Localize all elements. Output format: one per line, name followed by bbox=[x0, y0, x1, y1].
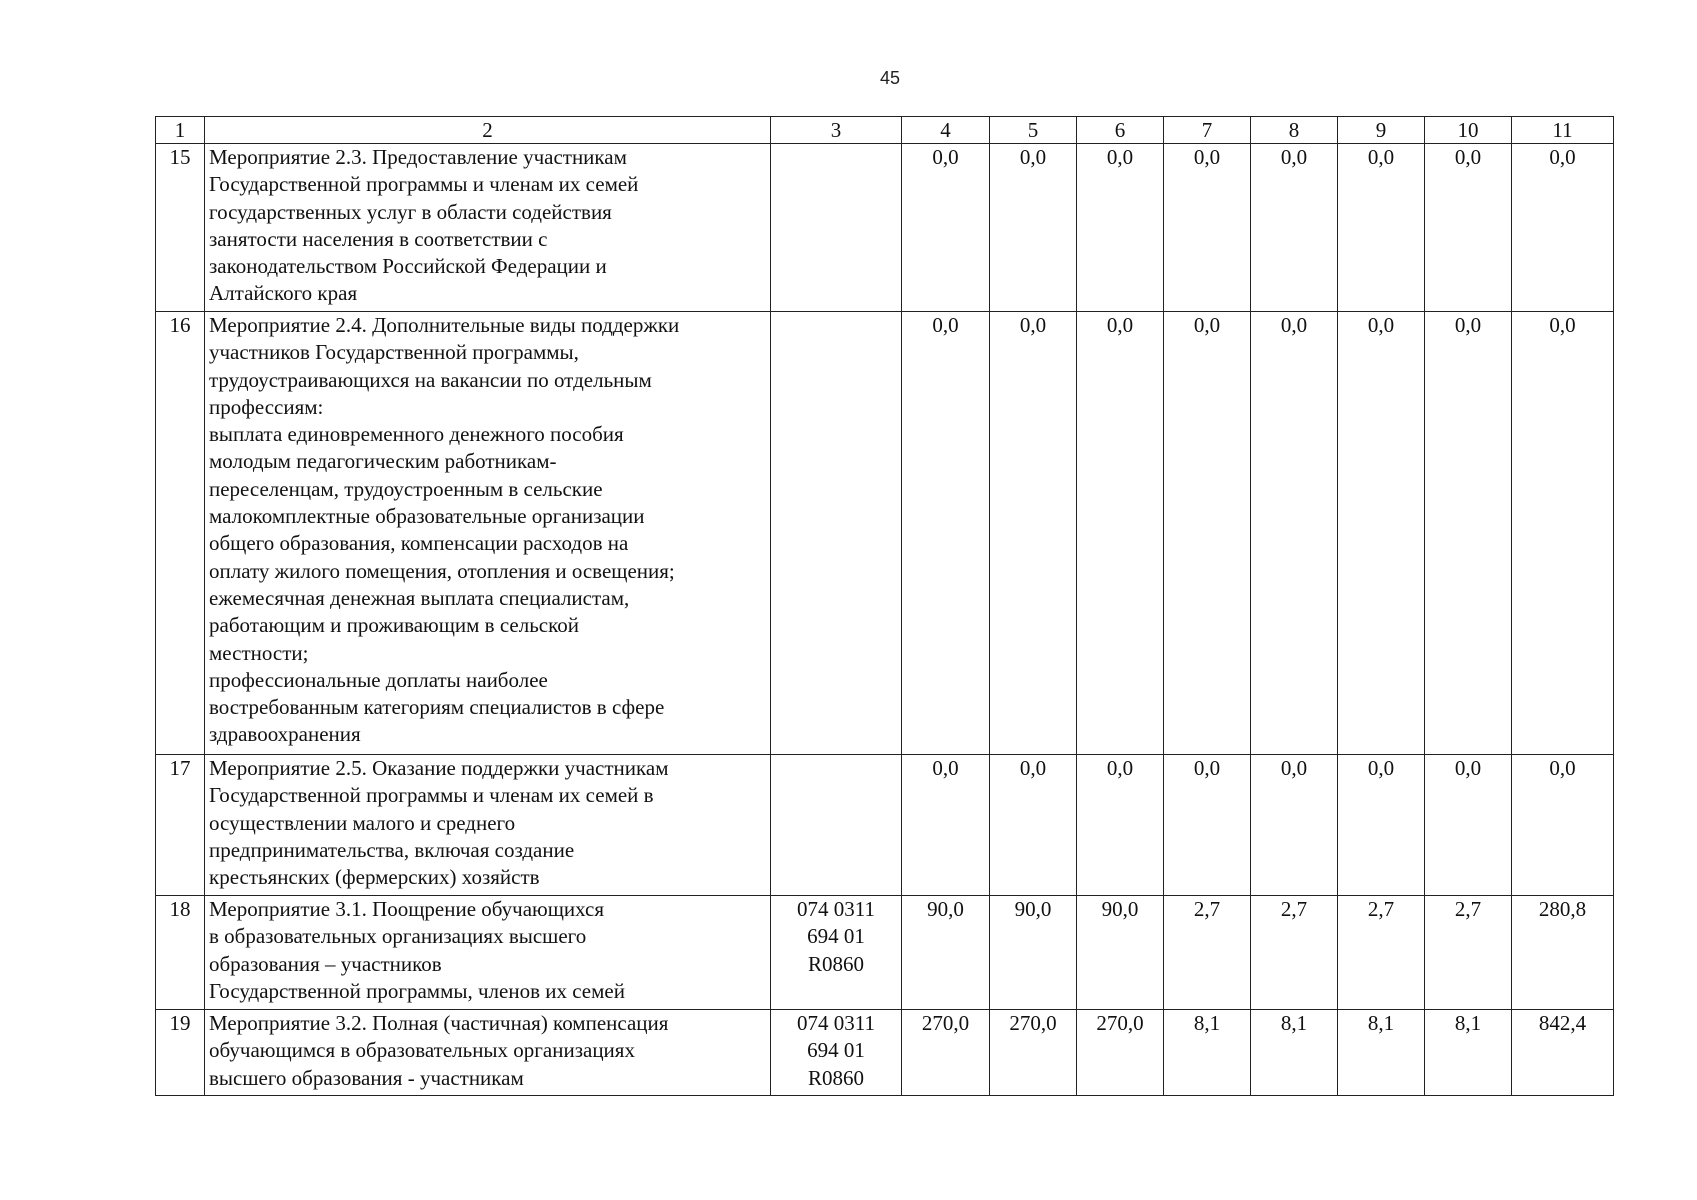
value-cell: 0,0 bbox=[1251, 312, 1338, 755]
table-row bbox=[156, 312, 1614, 755]
budget-table bbox=[155, 116, 1614, 1096]
description-line: выплата единовременного денежного пособия bbox=[209, 422, 624, 447]
description-line: Мероприятие 2.5. Оказание поддержки участникам bbox=[209, 756, 669, 780]
column-header: 10 bbox=[1425, 117, 1512, 144]
row-number: 19 bbox=[156, 1010, 205, 1096]
value-cell: 0,0 bbox=[1338, 312, 1425, 755]
description-line: Алтайского края bbox=[209, 281, 358, 306]
description-line: малокомплектные образовательные организации bbox=[209, 504, 645, 529]
value-cell: 842,4 bbox=[1512, 1010, 1614, 1096]
value-cell: 270,0 bbox=[990, 1010, 1077, 1096]
description-line: Мероприятие 3.1. Поощрение обучающихся bbox=[209, 897, 605, 921]
description-line: молодым педагогическим работникам- bbox=[209, 449, 557, 474]
value-cell: 270,0 bbox=[902, 1010, 990, 1096]
value-cell: 90,0 bbox=[902, 896, 990, 1010]
value-cell: 2,7 bbox=[1338, 896, 1425, 1010]
description-line: обучающимся в образовательных организациях bbox=[209, 1038, 635, 1063]
value-cell: 0,0 bbox=[902, 755, 990, 896]
description-line: трудоустраивающихся на вакансии по отдельным bbox=[209, 367, 652, 392]
description-line: общего образования, компенсации расходов на bbox=[209, 531, 629, 556]
measure-description bbox=[205, 1010, 771, 1096]
description-line: Государственной программы и членам их семей bbox=[209, 172, 639, 197]
description-line: Государственной программы и членам их семей в bbox=[209, 783, 654, 808]
column-header: 1 bbox=[156, 117, 205, 144]
budget-code-line: 074 0311 bbox=[797, 1011, 875, 1035]
description-line: занятости населения в соответствии с bbox=[209, 226, 548, 251]
table-row bbox=[156, 144, 1614, 312]
value-cell: 0,0 bbox=[990, 312, 1077, 755]
value-cell: 0,0 bbox=[1512, 755, 1614, 896]
row-number: 18 bbox=[156, 896, 205, 1010]
value-cell: 2,7 bbox=[1164, 896, 1251, 1010]
value-cell: 0,0 bbox=[1164, 312, 1251, 755]
value-cell: 0,0 bbox=[1164, 144, 1251, 312]
table-header-row bbox=[156, 117, 1614, 144]
budget-code bbox=[771, 144, 902, 312]
description-line: осуществлении малого и среднего bbox=[209, 810, 516, 835]
value-cell: 8,1 bbox=[1425, 1010, 1512, 1096]
budget-code-line: 694 01 bbox=[807, 924, 865, 949]
value-cell: 0,0 bbox=[1425, 144, 1512, 312]
budget-code-line: 074 0311 bbox=[797, 897, 875, 921]
value-cell: 0,0 bbox=[1077, 312, 1164, 755]
column-header: 5 bbox=[990, 117, 1077, 144]
description-line: предпринимательства, включая создание bbox=[209, 837, 575, 862]
value-cell: 0,0 bbox=[1425, 755, 1512, 896]
budget-code-line: R0860 bbox=[807, 1065, 864, 1090]
value-cell: 0,0 bbox=[1164, 755, 1251, 896]
value-cell: 0,0 bbox=[1077, 755, 1164, 896]
description-line: в образовательных организациях высшего bbox=[209, 924, 587, 949]
value-cell: 0,0 bbox=[1512, 144, 1614, 312]
value-cell: 8,1 bbox=[1251, 1010, 1338, 1096]
description-line: здравоохранения bbox=[209, 722, 361, 747]
value-cell: 8,1 bbox=[1338, 1010, 1425, 1096]
value-cell: 0,0 bbox=[1338, 755, 1425, 896]
column-header: 11 bbox=[1512, 117, 1614, 144]
table-row bbox=[156, 1010, 1614, 1096]
page-number: 45 bbox=[879, 68, 901, 88]
description-line: государственных услуг в области содействия bbox=[209, 199, 612, 224]
column-header: 6 bbox=[1077, 117, 1164, 144]
measure-description bbox=[205, 755, 771, 896]
value-cell: 280,8 bbox=[1512, 896, 1614, 1010]
value-cell: 0,0 bbox=[902, 144, 990, 312]
row-number: 15 bbox=[156, 144, 205, 312]
value-cell: 0,0 bbox=[1338, 144, 1425, 312]
budget-code bbox=[771, 312, 902, 755]
value-cell: 0,0 bbox=[990, 144, 1077, 312]
row-number: 17 bbox=[156, 755, 205, 896]
value-cell: 0,0 bbox=[990, 755, 1077, 896]
value-cell: 0,0 bbox=[902, 312, 990, 755]
description-line: переселенцам, трудоустроенным в сельские bbox=[209, 476, 603, 501]
column-header: 8 bbox=[1251, 117, 1338, 144]
measure-description bbox=[205, 144, 771, 312]
description-line: профессиональные доплаты наиболее bbox=[209, 667, 548, 692]
description-line: Государственной программы, членов их семей bbox=[209, 978, 625, 1003]
row-number: 16 bbox=[156, 312, 205, 755]
description-line: Мероприятие 2.4. Дополнительные виды поддержки bbox=[209, 313, 680, 337]
column-header: 4 bbox=[902, 117, 990, 144]
description-line: участников Государственной программы, bbox=[209, 340, 579, 365]
description-line: законодательством Российской Федерации и bbox=[209, 254, 607, 279]
value-cell: 0,0 bbox=[1512, 312, 1614, 755]
value-cell: 2,7 bbox=[1425, 896, 1512, 1010]
description-line: местности; bbox=[209, 640, 309, 665]
description-line: востребованным категориям специалистов в сфере bbox=[209, 695, 665, 720]
measure-description bbox=[205, 312, 771, 755]
column-header: 9 bbox=[1338, 117, 1425, 144]
value-cell: 0,0 bbox=[1425, 312, 1512, 755]
description-line: оплату жилого помещения, отопления и освещения; bbox=[209, 558, 675, 583]
column-header: 2 bbox=[205, 117, 771, 144]
value-cell: 90,0 bbox=[1077, 896, 1164, 1010]
column-header: 3 bbox=[771, 117, 902, 144]
description-line: высшего образования - участникам bbox=[209, 1065, 524, 1090]
value-cell: 90,0 bbox=[990, 896, 1077, 1010]
description-line: Мероприятие 2.3. Предоставление участникам bbox=[209, 145, 627, 169]
value-cell: 2,7 bbox=[1251, 896, 1338, 1010]
budget-code bbox=[771, 1010, 902, 1096]
column-header: 7 bbox=[1164, 117, 1251, 144]
description-line: крестьянских (фермерских) хозяйств bbox=[209, 865, 540, 890]
measure-description bbox=[205, 896, 771, 1010]
budget-code bbox=[771, 896, 902, 1010]
table-row bbox=[156, 896, 1614, 1010]
value-cell: 0,0 bbox=[1251, 755, 1338, 896]
value-cell: 0,0 bbox=[1077, 144, 1164, 312]
value-cell: 0,0 bbox=[1251, 144, 1338, 312]
description-line: работающим и проживающим в сельской bbox=[209, 613, 579, 638]
table-row bbox=[156, 755, 1614, 896]
budget-code bbox=[771, 755, 902, 896]
description-line: ежемесячная денежная выплата специалистам, bbox=[209, 585, 630, 610]
budget-code-line: R0860 bbox=[807, 951, 864, 976]
description-line: профессиям: bbox=[209, 394, 324, 419]
budget-code-line: 694 01 bbox=[807, 1038, 865, 1063]
value-cell: 270,0 bbox=[1077, 1010, 1164, 1096]
value-cell: 8,1 bbox=[1164, 1010, 1251, 1096]
description-line: Мероприятие 3.2. Полная (частичная) компенсация bbox=[209, 1011, 669, 1035]
description-line: образования – участников bbox=[209, 951, 442, 976]
